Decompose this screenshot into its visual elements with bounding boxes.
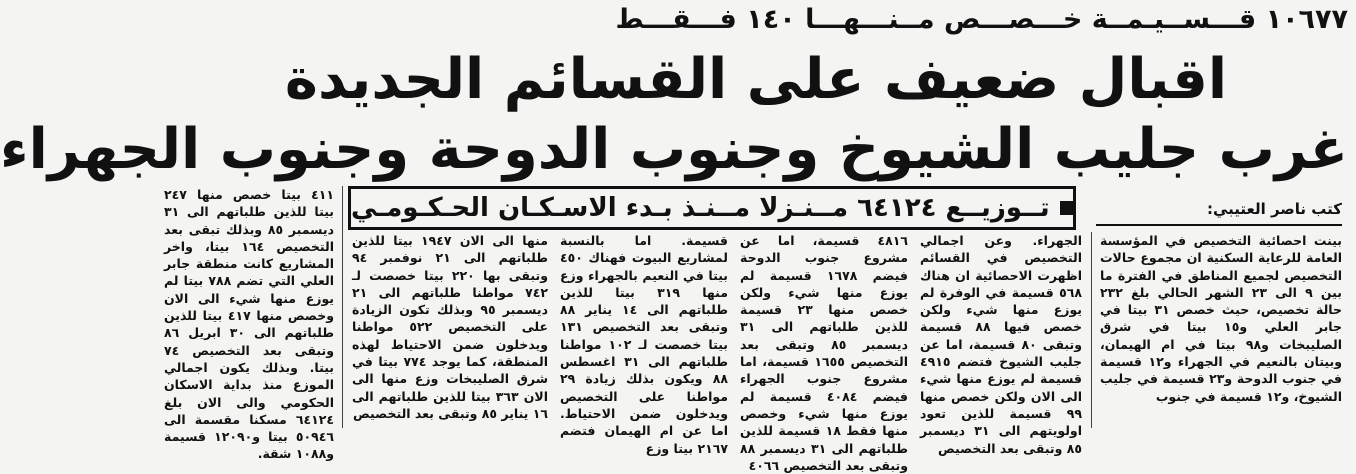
column-text: ٤٨١٦ قسيمة، اما عن مشروع جنوب الدوحة فيضم ١٦٧٨ قسيمة لم يوزع منها شيء ولكن خصص منها ٢٣ قسيمة للذين طلباتهم الى ٣١ ديسمبر ٨٥ وتبقى بعد التخصيص ١٦٥٥ قسيمة، اما مشروع جنوب الجهراء فيضم ٤٠٨٤ قسيمة لم يوزع منها شيء وخصص منها فقط ١٨ قسيمة للذين طلباتهم الى ٣١ ديسمبر ٨٨ وتبقى بعد التخصيص ٤٠٦٦ bbox=[740, 233, 909, 473]
column-divider bbox=[342, 186, 343, 428]
article-column-4 bbox=[560, 232, 728, 456]
column-text: بينت احصائية التخصيص في المؤسسة العامة للرعاية السكنية ان مجموع حالات التخصيص لجميع المناطق في الفترة ما بين ٩ الى ٢٣ الشهر الحالي بلغ ٢٣٢ حالة تخصيص، حيث خصص ٣١ بيتا في جابر العلي و١٥ بيتا في شرق الصليبخات و٩٨ بيتا في ام الهيمان، وبيتان بالنعيم في الجهراء و١٢ قسيمة في جنوب الدوحة و٢٣ قسيمة في جليب الشيوخ، و١٢ قسيمة في جنوب bbox=[1100, 233, 1343, 404]
subheadline-box bbox=[348, 186, 1076, 230]
headline-line-1: اقبال ضعيف على القسائم الجديدة bbox=[284, 47, 1228, 112]
column-divider bbox=[1091, 232, 1092, 428]
headline-line-2: غرب جليب الشيوخ وجنوب الدوحة وجنوب الجهراء bbox=[0, 117, 1348, 182]
article-column-2 bbox=[920, 232, 1083, 456]
column-text: قسيمة. اما بالنسبة لمشاريع البيوت فهناك ٤٥٠ بيتا في النعيم بالجهراء وزع منها ٣١٩ بيتا للذين طلباتهم الى ١٤ يناير ٨٨ وتبقى بعد التخصيص ١٣١ بيتا خصصت لـ ١٠٢ مواطنا طلباتهم الى ٣١ اغسطس ٨٨ ويكون بذلك زيادة ٢٩ مواطنا على التخصيص ويدخلون ضمن الاحتياط. اما عن ام الهيمان فتضم ٢١٦٧ بيتا وزع bbox=[560, 233, 728, 456]
article-column-1 bbox=[1100, 232, 1342, 428]
column-text: الجهراء. وعن اجمالي التخصيص في القسائم اظهرت الاحصائية ان هناك ٥٦٨ قسيمة في الوفرة لم يوزع منها شيء ولكن خصص فيها ٨٨ قسيمة وتبقى ٨٠ قسيمة، اما عن جليب الشيوخ فتضم ٤٩١٥ قسيمة لم يوزع منها شيء الى الان ولكن خصص منها ٩٩ قسيمة للذين تعود اولويتهم الى ٣١ ديسمبر ٨٥ وتبقى بعد التخصيص bbox=[920, 233, 1083, 456]
article-column-5 bbox=[352, 232, 548, 428]
article-column-3 bbox=[740, 232, 909, 473]
byline-rule bbox=[1096, 224, 1342, 226]
column-text: منها الى الان ١٩٤٧ بيتا للذين طلباتهم الى ٢١ نوفمبر ٩٤ وتبقى بها ٢٢٠ بيتا خصصت لـ ٧٤٢ مواطنا طلباتهم الى ٢١ ديسمبر ٩٥ وبذلك تكون الزيادة على التخصيص ٥٢٢ مواطنا ويدخلون ضمن الاحتياط لهذه المنطقة، كما يوجد ٧٧٤ بيتا في شرق الصليبخات وزع منها الى الان ٣٦٣ بيتا للذين طلباتهم الى ١٦ يناير ٨٥ وتبقى بعد التخصيص bbox=[352, 233, 548, 421]
byline: كتب ناصر العتيبي: bbox=[1206, 200, 1342, 218]
column-text: ٤١١ بيتا خصص منها ٢٤٧ بيتا للذين طلباتهم الى ٣١ ديسمبر ٨٥ وبذلك تبقى بعد التخصيص ١٦٤ بيتا، واخر المشاريع كانت منطقة جابر العلي التي تضم ٧٨٨ بيتا لم يوزع منها شيء الى الان وخصص منها ٤١٧ بيتا للذين طلباتهم الى ٣٠ ابريل ٨٦ وتبقى بعد التخصيص ٧٤ بيتا. وبذلك يكون اجمالي الموزع منذ بداية الاسكان الحكومي والى الان بلغ ٦٤١٢٤ مسكنا مقسمة الى ٥٠٩٤٦ بيتا و١٢٠٩٠ قسيمة و١٠٨٨ شقة. bbox=[164, 187, 334, 462]
black-square-icon bbox=[1060, 201, 1073, 215]
kicker-line: ١٠٦٧٧ قـــســيـمــة خـــصـــص مــنـــهـــا ١٤٠ فـــقـــط bbox=[615, 4, 1348, 35]
subheadline: تــوزيــع ٦٤١٢٤ مــنـزلا مــنـذ بـدء الاسـكـان الحـكـومـي bbox=[351, 193, 1050, 223]
article-column-6 bbox=[164, 186, 334, 462]
